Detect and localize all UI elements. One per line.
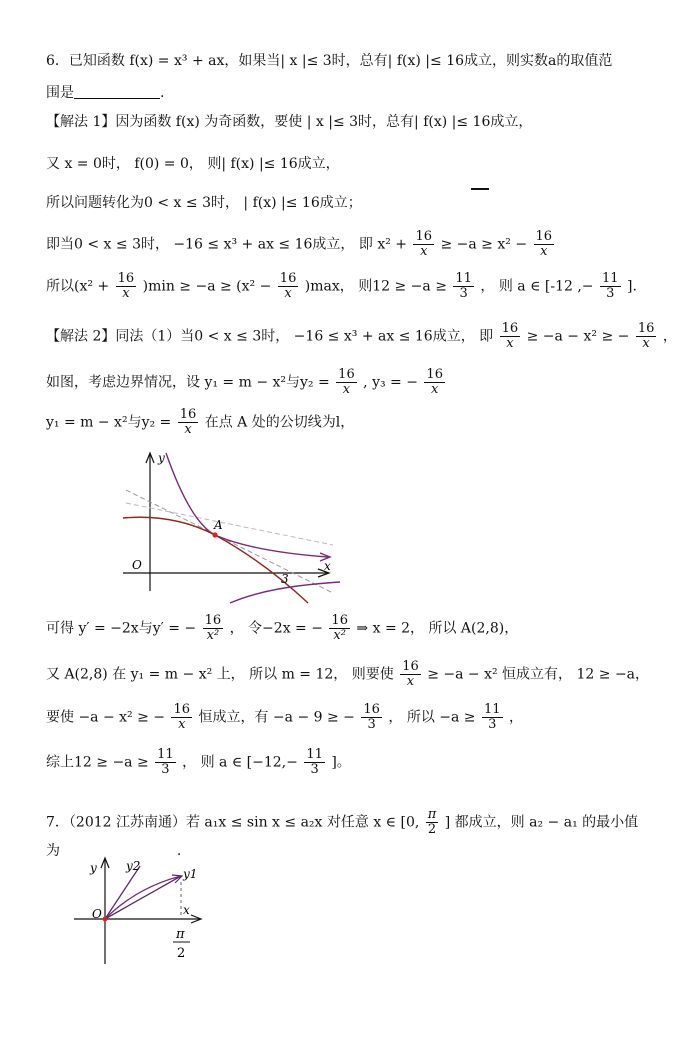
numerator: 16 [338,367,355,382]
numerator: π [427,807,437,822]
denominator: 3 [459,286,468,301]
point-a [212,532,217,537]
fraction-16-over-x2 [203,614,224,643]
numerator: 11 [455,271,472,286]
text-segment: 如图，考虑边界情况，设 y₁ = m − x²与y₂ = [46,374,330,391]
denominator: x [122,286,130,301]
denominator: x [406,674,415,689]
x-axis-label: x [324,559,331,573]
text-segment: ， 则 a ∈ [−12,− [182,754,298,771]
pi-label: π [176,927,185,942]
text-segment: 恒成立，有 −a − 9 ≥ − [198,709,355,726]
period: . [160,85,165,101]
denominator: x [420,244,428,259]
text-segment: ， [509,709,523,726]
text-segment: ⇒ x = 2， 所以 A(2,8)， [356,620,519,637]
text-segment: ≥ −a ≥ x² − [440,236,528,253]
numerator: 16 [535,229,553,244]
numerator: 11 [157,747,174,762]
denominator: 3 [310,762,319,777]
text-segment: 为 [46,843,60,859]
text-segment: 在点 A 处的公切线为l， [204,414,355,431]
method-1-line-2: 又 x = 0时， f(0) = 0， 则| f(x) |≤ 16成立， [46,156,340,172]
two-label: 2 [177,946,186,961]
problem-7-statement [46,808,638,837]
method-2-line-3 [46,408,354,437]
method-1-line-3: 所以问题转化为0 < x ≤ 3时， | f(x) |≤ 16成立； [46,195,362,211]
graph-problem-6 [118,445,348,605]
text-segment: 即当0 < x ≤ 3时， −16 ≤ x³ + ax ≤ 16成立， 即 x² + [46,236,408,253]
method-1-line-1: 【解法 1】因为函数 f(x) 为奇函数，要使 | x |≤ 3时，总有| f(x) |≤ 16成立， [46,114,533,130]
text-segment: ， 则 a ∈ [-12 ,− [480,278,594,295]
fraction-16-over-x [500,322,521,351]
method-2-line-1 [46,322,677,351]
method-2-line-6 [46,703,523,732]
fraction-16-over-x [534,230,555,259]
denominator: 2 [427,822,437,837]
method-2-line-2 [46,368,447,397]
y1-label: y1 [183,867,198,881]
numerator: 16 [204,613,222,628]
text-segment: 【解法 2】同法（1）当0 < x ≤ 3时， −16 ≤ x³ + ax ≤ 16成立， 即 [46,328,494,345]
fraction-16-over-x [116,272,137,301]
text-segment: ， [662,328,677,345]
fraction-16-over-x [636,322,657,351]
text-segment: ， 令−2x = − [229,620,323,637]
line-y2 [105,866,140,919]
text-segment: )max， 则12 ≥ −a ≥ [304,278,447,295]
method-1-line-5 [46,272,637,301]
text-segment: ] 都成立，则 a₂ − a₁ 的最小值 [444,814,639,831]
text-segment: ≥ −a − x² 恒成立有， 12 ≥ −a， [427,666,650,683]
text-segment: ]. [627,278,637,295]
y2-label: y2 [126,859,141,873]
text-segment: y₁ = m − x²与y₂ = [46,414,172,431]
stray-dash [471,188,489,190]
fraction-16-over-x2 [329,614,350,643]
text-segment: 7．（2012 江苏南通）若 a₁x ≤ sin x ≤ a₂x 对任意 x ∈ [0, [46,814,420,831]
point-a-label: A [214,518,223,532]
tick-label-3: 3 [281,572,289,586]
denominator: x [506,336,514,351]
numerator: 16 [637,321,655,336]
fraction-16-over-x [413,230,434,259]
numerator: 11 [602,271,619,286]
text-segment: , y₃ = − [363,374,418,391]
fraction-16-over-x [424,368,445,397]
y-axis-label: y [158,451,165,465]
text-segment: 综上12 ≥ −a ≥ [46,754,149,771]
numerator: 16 [501,321,519,336]
denominator: x² [333,628,346,643]
denominator: 3 [161,762,170,777]
dashed-guide-line [126,503,333,545]
denominator: x [184,422,192,437]
text-segment: ]。 [331,754,351,771]
fraction-11-over-3 [155,748,176,777]
origin-point [103,917,108,922]
fraction-11-over-3 [453,272,474,301]
text-segment: )min ≥ −a ≥ (x² − [142,278,272,295]
text-segment: ≥ −a − x² ≥ − [526,328,630,345]
text-segment: ， 所以 −a ≥ [388,709,476,726]
denominator: x² [206,628,220,643]
problem-6-statement-cont [46,84,164,102]
fraction-11-over-3 [482,703,503,732]
method-2-line-7 [46,748,351,777]
origin-label: O [92,907,102,921]
method-2-line-4 [46,614,518,643]
denominator: x [342,382,351,397]
fraction-11-over-3 [600,272,621,301]
text-segment: 所以(x² + [46,278,110,295]
answer-blank [74,84,160,99]
denominator: 3 [606,286,615,301]
origin-label: O [132,558,142,572]
tangent-line-l [126,490,333,593]
numerator: 16 [415,229,433,244]
numerator: 11 [306,747,323,762]
fraction-16-over-x [278,272,299,301]
numerator: 16 [331,613,348,628]
graph-problem-7 [70,852,220,970]
fraction-16-over-x [171,703,192,732]
fraction-16-over-x [178,408,199,437]
text-segment: 要使 −a − x² ≥ − [46,709,166,726]
numerator: 16 [279,271,297,286]
numerator: 16 [117,271,135,286]
numerator: 16 [173,702,191,717]
denominator: 3 [367,717,376,732]
answer-prompt: 围是 [46,85,74,101]
text-segment: 又 A(2,8) 在 y₁ = m − x² 上， 所以 m = 12， 则要使 [46,666,394,683]
fraction-16-over-3 [361,703,382,732]
method-1-line-4 [46,230,556,259]
denominator: x [540,244,548,259]
denominator: x [284,286,292,301]
fraction-16-over-x [400,660,421,689]
x-axis-label: x [183,903,190,917]
period: . [176,843,182,859]
numerator: 11 [484,702,501,717]
y-axis-label: y [90,861,97,875]
denominator: 3 [488,717,497,732]
text-segment: 可得 y′ = −2x与y′ = − [46,620,197,637]
numerator: 16 [402,659,419,674]
denominator: x [178,717,186,732]
fraction-16-over-x [336,368,357,397]
denominator: x [431,382,439,397]
problem-6-statement: 6．已知函数 f(x) = x³ + ax，如果当| x |≤ 3时，总有| f(x) |≤ 16成立，则实数a的取值范 [46,53,613,69]
denominator: x [642,336,650,351]
numerator: 16 [179,407,197,422]
numerator: 16 [426,367,443,382]
method-2-line-5 [46,660,649,689]
fraction-pi-over-2 [426,808,439,837]
line-y1 [105,876,181,919]
fraction-11-over-3 [304,748,325,777]
numerator: 16 [363,702,380,717]
curve-y2-hyperbola [166,453,328,557]
